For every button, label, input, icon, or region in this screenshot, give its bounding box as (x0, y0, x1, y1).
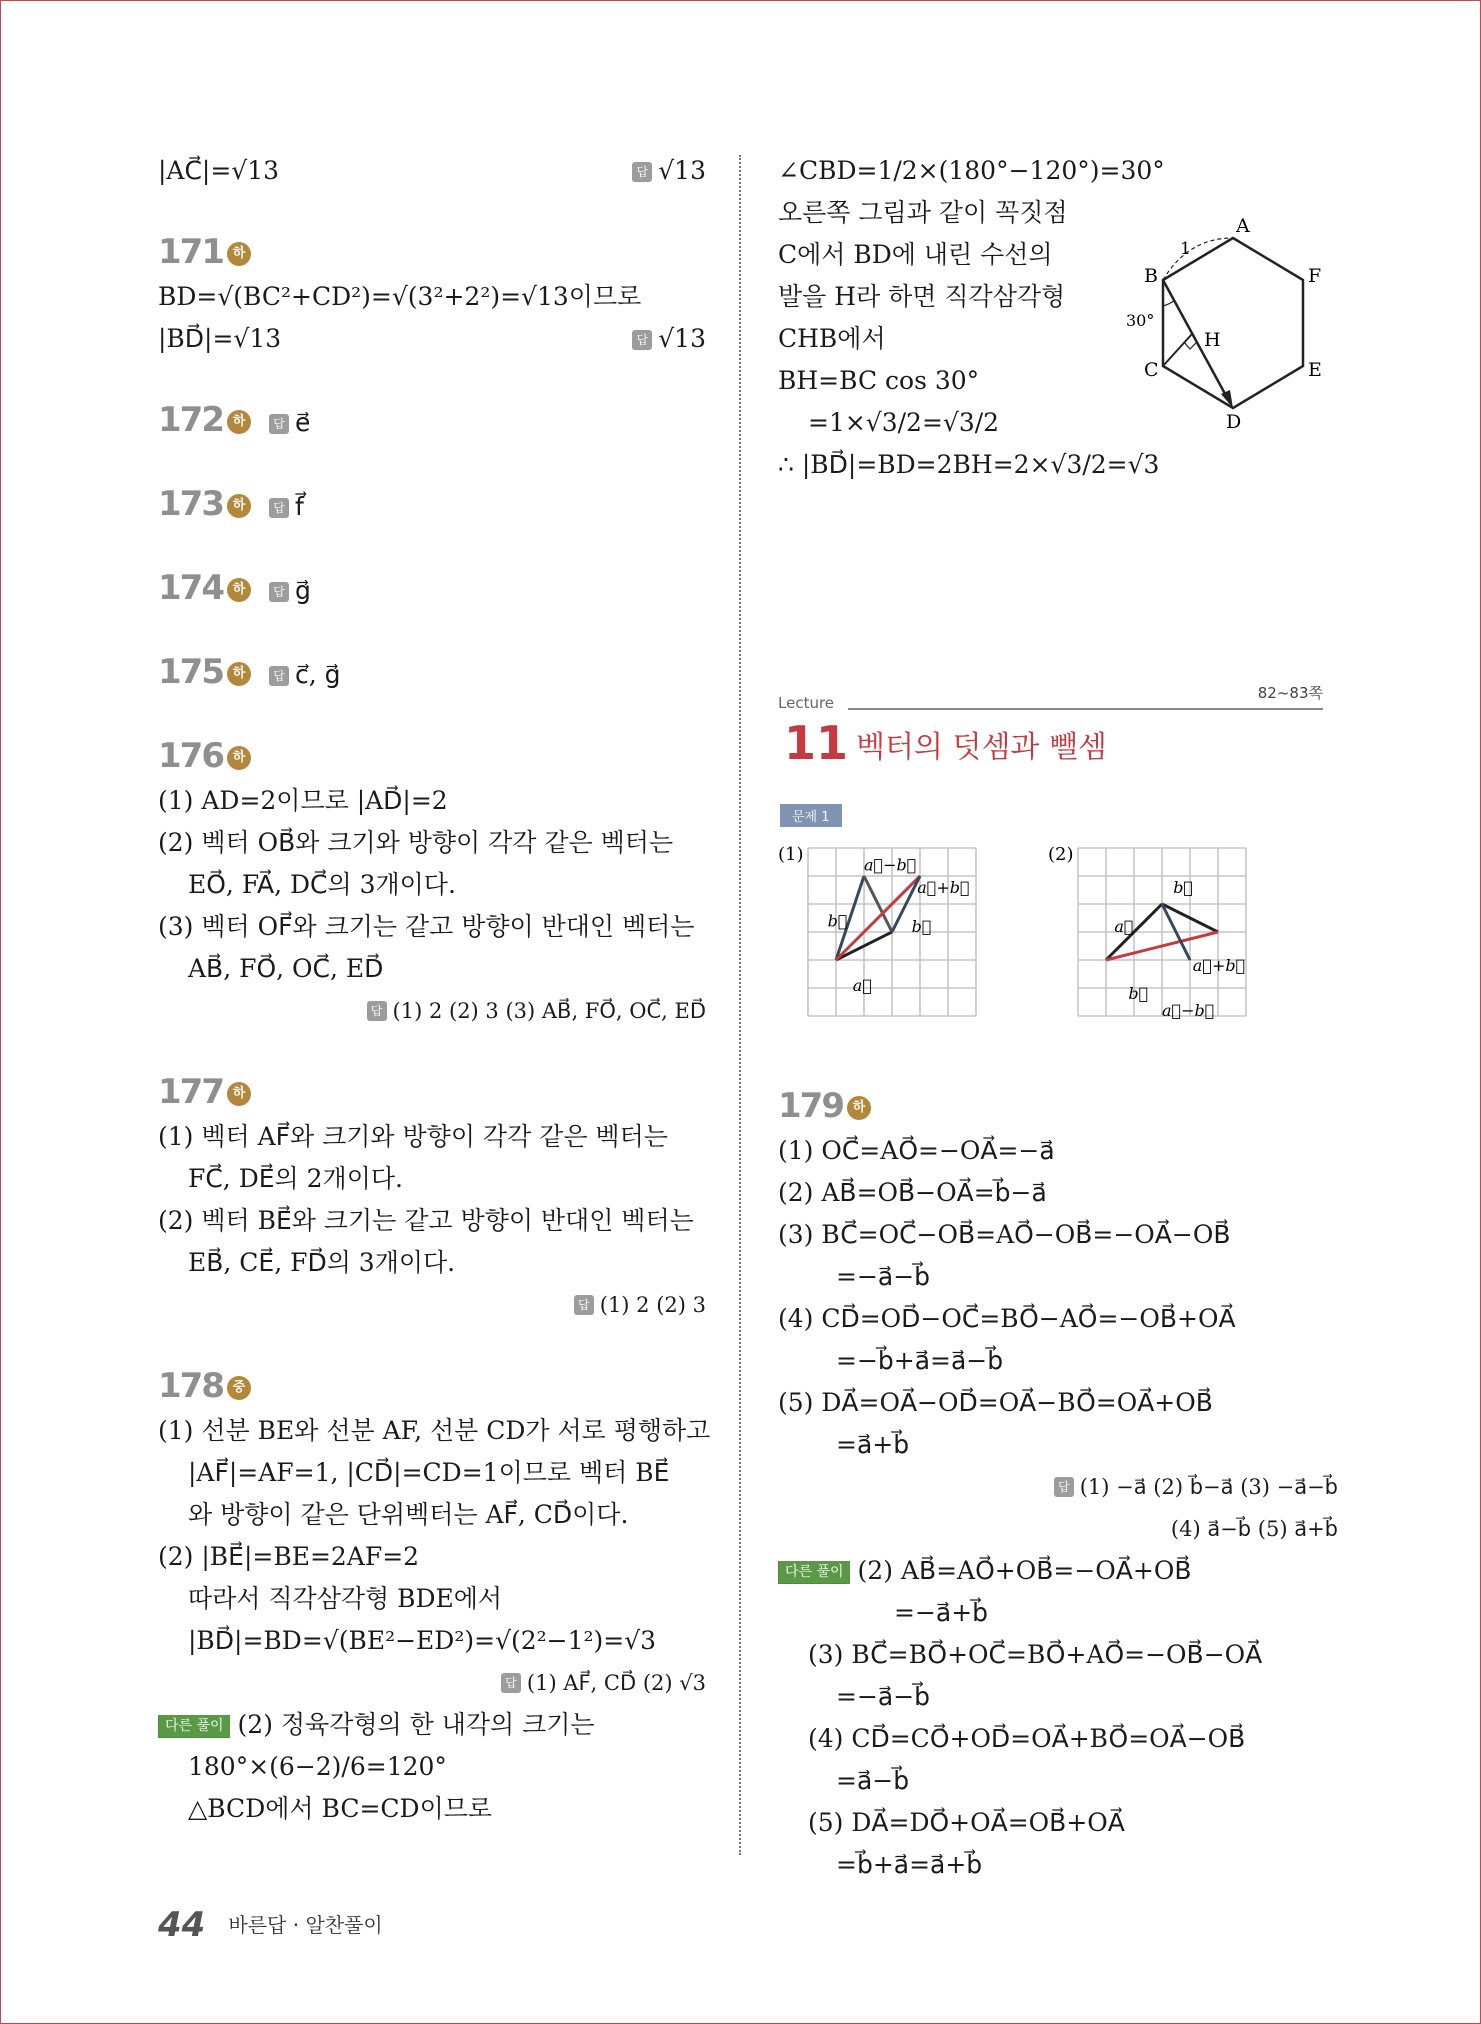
vector-label: b⃗ (1173, 877, 1194, 897)
line-text: (2) 벡터 OB⃗와 크기와 방향이 각각 같은 벡터는 (158, 828, 674, 857)
text-line (158, 1452, 706, 1494)
text-line (158, 822, 706, 864)
answer-line (778, 1466, 1338, 1508)
line-text: 따라서 직각삼각형 BDE에서 (188, 1584, 503, 1613)
page-footer (158, 1905, 383, 1945)
text-line (778, 1718, 1338, 1760)
difficulty-badge: 하 (227, 494, 251, 518)
vector-label: a⃗ (852, 975, 872, 995)
line-text: 오른쪽 그림과 같이 꼭짓점 (778, 198, 1068, 227)
answer-text: √13 (658, 324, 706, 353)
alt-solution-line (778, 1550, 1338, 1592)
line-text: 발을 H라 하면 직각삼각형 (778, 282, 1066, 311)
text-line (158, 1536, 706, 1578)
text-line (158, 1746, 706, 1788)
text-line (158, 318, 706, 360)
text-line (778, 444, 1160, 486)
line-text: |AF⃗|=AF=1, |CD⃗|=CD=1이므로 벡터 BE⃗ (188, 1458, 670, 1487)
answer-mark: 답 (269, 414, 289, 434)
answer-text: (1) 2 (2) 3 (3) AB⃗, FO⃗, OC⃗, ED⃗ (392, 999, 706, 1023)
problem-number: 176 (158, 736, 223, 776)
lecture-number: 11 (784, 716, 849, 770)
text-line (158, 864, 706, 906)
difficulty-badge: 하 (227, 662, 251, 686)
alt-solution-tag: 다른 풀이 (778, 1561, 850, 1584)
line-text: (2) |BE⃗|=BE=2AF=2 (158, 1542, 420, 1571)
line-text: (2) 벡터 BE⃗와 크기는 같고 방향이 반대인 벡터는 (158, 1206, 694, 1235)
answer-mark: 답 (574, 1295, 594, 1315)
answer-inline (632, 150, 706, 192)
lecture-pages: 82~83쪽 (1257, 684, 1323, 702)
difficulty-badge: 하 (847, 1096, 871, 1120)
column-divider (739, 155, 741, 1855)
line-text: BH=BC cos 30° (778, 366, 980, 395)
line-text: =1×√3/2=√3/2 (808, 408, 1000, 437)
line-text: =a⃗−b⃗ (836, 1766, 910, 1795)
hex-label-c: C (1144, 359, 1159, 381)
problem-number: 177 (158, 1072, 223, 1112)
line-text: ∠CBD=1/2×(180°−120°)=30° (778, 156, 1165, 185)
line-text: FC⃗, DE⃗의 2개이다. (188, 1164, 403, 1193)
difficulty-badge: 하 (227, 242, 251, 266)
vector-label: a⃗−b⃗ (864, 855, 917, 875)
vector-label: b⃗ (827, 911, 848, 931)
hex-label-b: B (1144, 265, 1158, 287)
text-line (158, 1620, 706, 1662)
text-line (158, 1242, 706, 1284)
line-text: =−b⃗+a⃗=a⃗−b⃗ (836, 1346, 1004, 1375)
answer-line (158, 1662, 706, 1704)
answer-text: √13 (658, 156, 706, 185)
line-text: (4) CD⃗=OD⃗−OC⃗=BO⃗−AO⃗=−OB⃗+OA⃗ (778, 1304, 1236, 1333)
text-line (158, 1116, 706, 1158)
difficulty-badge: 하 (227, 410, 251, 434)
figure-tag: (2) (1048, 844, 1074, 865)
line-text: =−a⃗+b⃗ (894, 1598, 989, 1627)
right-column-bottom (778, 1052, 1338, 1886)
text-line (158, 948, 706, 990)
line-text: AB⃗, FO⃗, OC⃗, ED⃗ (188, 954, 384, 983)
line-text: (1) OC⃗=AO⃗=−OA⃗=−a⃗ (778, 1136, 1055, 1165)
problem-header (158, 1068, 706, 1116)
difficulty-badge: 중 (227, 1376, 251, 1400)
text-line (778, 1676, 1338, 1718)
line-text: (5) DA⃗=DO⃗+OA⃗=OB⃗+OA⃗ (808, 1808, 1125, 1837)
page-number: 44 (158, 1905, 206, 1945)
vector-label: a⃗+b⃗ (917, 877, 970, 897)
problem-number: 174 (158, 568, 223, 608)
answer-mark: 답 (632, 330, 652, 350)
hex-side-label: 1 (1180, 239, 1191, 259)
answer-text: c⃗, g⃗ (294, 660, 341, 689)
line-text: BD=√(BC²+CD²)=√(3²+2²)=√13이므로 (158, 282, 642, 311)
text-line (778, 1634, 1338, 1676)
line-text: (1) 벡터 AF⃗와 크기와 방향이 각각 같은 벡터는 (158, 1122, 668, 1151)
alt-solution-tag: 다른 풀이 (158, 1715, 230, 1738)
answer-mark: 답 (269, 498, 289, 518)
text-line (778, 1382, 1338, 1424)
line-text: |BD⃗|=BD=√(BE²−ED²)=√(2²−1²)=√3 (188, 1626, 657, 1655)
vector-label: b⃗ (911, 917, 932, 936)
problem-number: 171 (158, 232, 223, 272)
text-line (778, 1340, 1338, 1382)
alt-solution-text: (2) AB⃗=AO⃗+OB⃗=−OA⃗+OB⃗ (857, 1556, 1192, 1585)
vector-label: a⃗−b⃗ (1162, 1001, 1215, 1019)
answer-inline (632, 318, 706, 360)
text-line (158, 906, 706, 948)
answer-text: e⃗ (294, 408, 311, 437)
text-line (778, 402, 1098, 444)
answer-mark: 답 (501, 1673, 521, 1693)
hexagon-figure (1108, 218, 1348, 428)
left-column (158, 150, 711, 1830)
line-text: (3) BC⃗=BO⃗+OC⃗=BO⃗+AO⃗=−OB⃗−OA⃗ (808, 1640, 1263, 1669)
text-line (778, 1172, 1338, 1214)
line-text: △BCD에서 BC=CD이므로 (188, 1794, 493, 1823)
lecture-title: 벡터의 덧셈과 뺄셈 (856, 730, 1107, 765)
line-text: 180°×(6−2)/6=120° (188, 1752, 447, 1781)
lecture-rule (848, 708, 1323, 710)
line-text: CHB에서 (778, 324, 886, 353)
problem-header (158, 732, 706, 780)
figure-tag: (1) (778, 844, 804, 865)
vector-label: a⃗ (1114, 917, 1134, 936)
text-line (158, 1200, 706, 1242)
line-text: (1) AD=2이므로 |AD⃗|=2 (158, 786, 448, 815)
answer-text: (1) −a⃗ (2) b⃗−a⃗ (3) −a⃗−b⃗ (1079, 1475, 1338, 1499)
problem-header (158, 480, 706, 528)
problem-header (158, 1362, 706, 1410)
answer-text: (4) a⃗−b⃗ (5) a⃗+b⃗ (1170, 1517, 1338, 1541)
text-line (778, 1760, 1338, 1802)
text-line (778, 276, 1098, 318)
text-line (158, 780, 706, 822)
alt-solution-line (158, 1704, 706, 1746)
text-line (158, 1410, 711, 1452)
line-text: |AC⃗|=√13 (158, 156, 280, 185)
text-line (778, 234, 1098, 276)
answer-text: g⃗ (294, 576, 311, 605)
problem-number: 178 (158, 1366, 223, 1406)
text-line (778, 1592, 1338, 1634)
hex-label-d: D (1226, 411, 1242, 428)
problem-badge: 문제 1 (780, 804, 842, 827)
alt-solution-text: (2) 정육각형의 한 내각의 크기는 (237, 1710, 595, 1739)
line-text: EO⃗, FA⃗, DC⃗의 3개이다. (188, 870, 456, 899)
vector-label: a⃗+b⃗ (1192, 956, 1246, 976)
footer-title: 바른답 · 알찬풀이 (228, 1913, 383, 1937)
answer-text: f⃗ (294, 492, 304, 521)
difficulty-badge: 하 (227, 1082, 251, 1106)
text-line (778, 1844, 1338, 1886)
hex-label-h: H (1204, 329, 1221, 351)
answer-mark: 답 (269, 582, 289, 602)
problem-number: 175 (158, 652, 223, 692)
line-text: 와 방향이 같은 단위벡터는 AF⃗, CD⃗이다. (188, 1500, 629, 1529)
text-line (158, 1578, 706, 1620)
hex-label-e: E (1308, 359, 1322, 381)
answer-mark: 답 (632, 162, 652, 182)
text-line (158, 150, 706, 192)
line-text: (2) AB⃗=OB⃗−OA⃗=b⃗−a⃗ (778, 1178, 1047, 1207)
line-text: (1) 선분 BE와 선분 AF, 선분 CD가 서로 평행하고 (158, 1416, 711, 1445)
text-line (158, 1158, 706, 1200)
answer-line (158, 1284, 706, 1326)
text-line (158, 1494, 706, 1536)
hex-angle-label: 30° (1126, 311, 1155, 330)
line-text: =−a⃗−b⃗ (836, 1262, 931, 1291)
line-text: (4) CD⃗=CO⃗+OD⃗=OA⃗+BO⃗=OA⃗−OB⃗ (808, 1724, 1246, 1753)
problem-number: 172 (158, 400, 223, 440)
problem-header (158, 564, 706, 612)
problem-number: 173 (158, 484, 223, 524)
answer-text: (1) AF⃗, CD⃗ (2) √3 (526, 1671, 706, 1695)
difficulty-badge: 하 (227, 578, 251, 602)
line-text: (3) BC⃗=OC⃗−OB⃗=AO⃗−OB⃗=−OA⃗−OB⃗ (778, 1220, 1231, 1249)
answer-mark: 답 (1054, 1477, 1074, 1497)
line-text: |BD⃗|=√13 (158, 324, 282, 353)
hex-label-a: A (1236, 218, 1250, 237)
line-text: EB⃗, CE⃗, FD⃗의 3개이다. (188, 1248, 456, 1277)
problem-header (158, 648, 706, 696)
problem-header (778, 1082, 1338, 1130)
line-text: (3) 벡터 OF⃗와 크기는 같고 방향이 반대인 벡터는 (158, 912, 695, 941)
line-text: =a⃗+b⃗ (836, 1430, 910, 1459)
line-text: =b⃗+a⃗=a⃗+b⃗ (836, 1850, 983, 1879)
answer-line (158, 990, 706, 1032)
line-text: (5) DA⃗=OA⃗−OD⃗=OA⃗−BO⃗=OA⃗+OB⃗ (778, 1388, 1213, 1417)
text-line (778, 1424, 1338, 1466)
line-text: =−a⃗−b⃗ (836, 1682, 931, 1711)
line-text: ∴ |BD⃗|=BD=2BH=2×√3/2=√3 (778, 450, 1160, 479)
text-line (778, 360, 1098, 402)
line-text: C에서 BD에 내린 수선의 (778, 240, 1053, 269)
text-line (778, 1802, 1338, 1844)
text-line (158, 276, 706, 318)
answer-line (778, 1508, 1338, 1550)
text-line (778, 1214, 1338, 1256)
right-column (778, 150, 1165, 486)
answer-text: (1) 2 (2) 3 (599, 1293, 706, 1317)
difficulty-badge: 하 (227, 746, 251, 770)
problem-header (158, 396, 706, 444)
text-line (778, 1298, 1338, 1340)
text-line (778, 1256, 1338, 1298)
text-line (778, 318, 1098, 360)
problem-header (158, 228, 706, 276)
text-line (778, 150, 1165, 192)
answer-mark: 답 (367, 1001, 387, 1021)
problem-number: 179 (778, 1086, 843, 1126)
answer-mark: 답 (269, 666, 289, 686)
lecture-word: Lecture (778, 694, 835, 712)
text-line (158, 1788, 706, 1830)
vector-grid-figures (778, 844, 1258, 1019)
vector-label: b⃗ (1128, 984, 1149, 1004)
hex-label-f: F (1308, 265, 1322, 287)
text-line (778, 192, 1098, 234)
text-line (778, 1130, 1338, 1172)
